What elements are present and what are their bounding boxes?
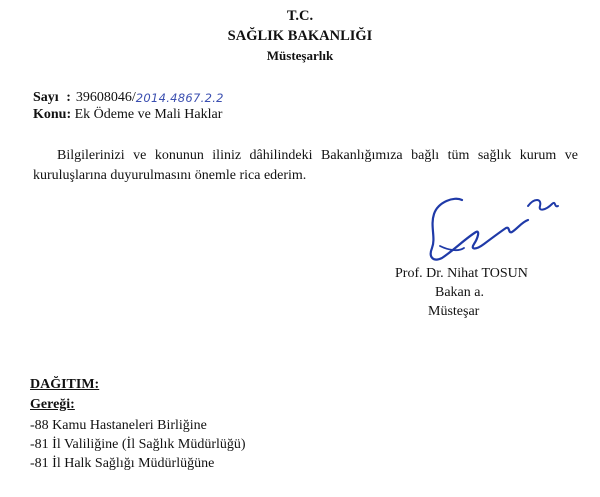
konu-text: Ek Ödeme ve Mali Haklar [74,107,223,122]
signatory-title: Bakan a. [435,285,484,300]
header-country: T.C. [286,8,314,24]
signatory-role: Müsteşar [428,304,480,319]
sayi-separator: : [66,90,71,105]
distribution-title: DAĞITIM: [30,377,100,392]
subject-row [33,107,222,123]
distribution-item: -88 Kamu Hastaneleri Birliğine [30,418,207,433]
konu-label: Konu: [33,107,72,122]
signatory-name: Prof. Dr. Nihat TOSUN [395,266,528,281]
sayi-handwritten-number: 2014.4867.2.2 [135,91,224,105]
reference-number-row [33,89,224,106]
body-paragraph: Bilgilerinizi ve konunun iliniz dâhilindeki Bakanlığımıza bağlı tüm sağlık kurum ve kuruluşlarına duyurulmasını önemle rica ederim. [33,148,578,183]
distribution-item: -81 İl Halk Sağlığı Müdürlüğüne [30,456,215,471]
header-department: Müsteşarlık [266,48,334,63]
handwritten-signature [418,188,568,268]
sayi-number: 39608046/ [75,90,136,105]
distribution-item: -81 İl Valiliğine (İl Sağlık Müdürlüğü) [30,437,246,452]
distribution-subtitle: Gereği: [30,397,75,412]
header-ministry: SAĞLIK BAKANLIĞI [227,28,373,44]
sayi-label: Sayı [33,90,59,105]
